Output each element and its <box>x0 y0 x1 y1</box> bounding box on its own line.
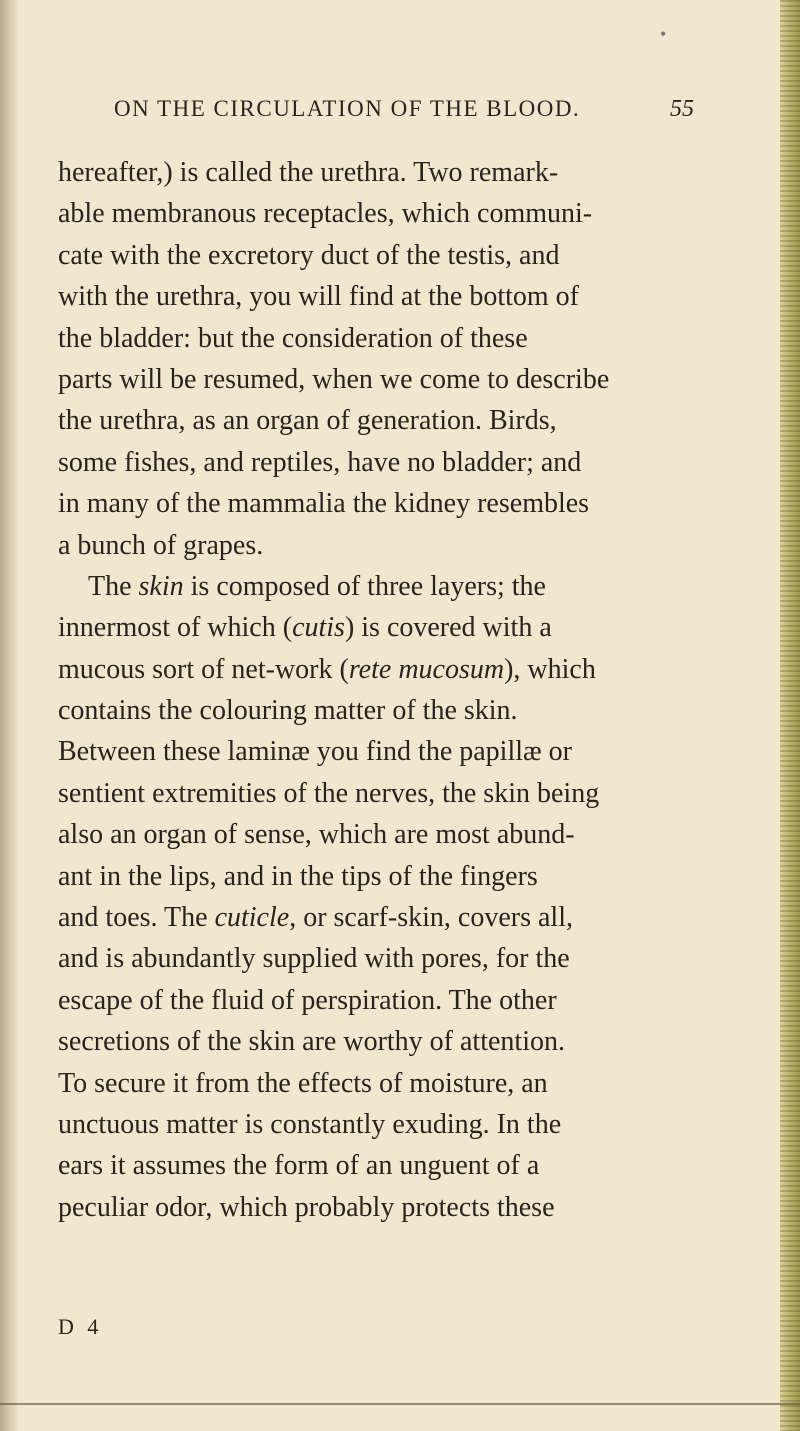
text-line: in many of the mammalia the kidney resembles <box>58 488 590 520</box>
text-fragment: ), which <box>504 653 596 685</box>
text-fragment: The <box>88 570 139 602</box>
text-line: the bladder: but the consideration of these <box>58 322 528 354</box>
text-line: secretions of the skin are worthy of attention. <box>58 1026 565 1058</box>
text-line: and is abundantly supplied with pores, for the <box>58 943 570 975</box>
italic-term-skin: skin <box>138 570 184 602</box>
text-line: peculiar odor, which probably protects these <box>58 1191 555 1223</box>
text-line: unctuous matter is constantly exuding. In the <box>58 1108 562 1140</box>
italic-term-cutis: cutis <box>292 612 345 644</box>
body-text <box>58 152 670 1228</box>
running-head <box>114 96 694 123</box>
text-fragment: is composed of three layers; the <box>183 570 546 602</box>
text-line: hereafter,) is called the urethra. Two remark- <box>58 157 559 188</box>
paragraph-start-line <box>58 566 670 607</box>
text-line: parts will be resumed, when we come to describe <box>58 363 610 395</box>
page-bottom-edge <box>0 1403 800 1405</box>
text-fragment: mucous sort of net-work ( <box>58 653 349 685</box>
page-gutter <box>0 0 18 1431</box>
italic-term-rete-mucosum: rete mucosum <box>348 653 505 685</box>
page-number: 55 <box>670 96 694 122</box>
text-line: escape of the fluid of perspiration. The other <box>58 984 557 1016</box>
text-fragment: ) is covered with a <box>344 612 552 644</box>
text-line: sentient extremities of the nerves, the skin being <box>58 777 600 809</box>
book-page <box>58 92 748 1392</box>
text-line: some fishes, and reptiles, have no bladder; and <box>58 446 582 478</box>
text-line: ant in the lips, and in the tips of the fingers <box>58 860 538 892</box>
text-line: the urethra, as an organ of generation. Birds, <box>58 405 557 437</box>
text-line: Between these laminæ you find the papillæ or <box>58 736 573 768</box>
text-fragment: and toes. The <box>58 902 215 934</box>
text-line: a bunch of grapes. <box>58 529 264 561</box>
page-speck: • <box>660 24 667 44</box>
signature-mark: D 4 <box>58 1314 103 1339</box>
text-line: cate with the excretory duct of the testis, and <box>58 239 560 271</box>
text-line: contains the colouring matter of the skin. <box>58 695 518 727</box>
text-line: ears it assumes the form of an unguent of a <box>58 1150 540 1182</box>
running-title: ON THE CIRCULATION OF THE BLOOD. <box>114 96 581 121</box>
text-line: with the urethra, you will find at the bottom of <box>58 281 580 313</box>
text-line: also an organ of sense, which are most abund- <box>58 819 575 851</box>
text-line <box>58 897 670 938</box>
text-line: able membranous receptacles, which communi- <box>58 198 593 230</box>
text-line: To secure it from the effects of moisture, an <box>58 1067 548 1099</box>
text-fragment: , or scarf-skin, covers all, <box>289 902 573 934</box>
text-fragment: innermost of which ( <box>58 612 293 644</box>
text-line <box>58 607 670 648</box>
italic-term-cuticle: cuticle <box>214 902 290 934</box>
text-line <box>58 649 670 690</box>
page-edge <box>780 0 800 1431</box>
